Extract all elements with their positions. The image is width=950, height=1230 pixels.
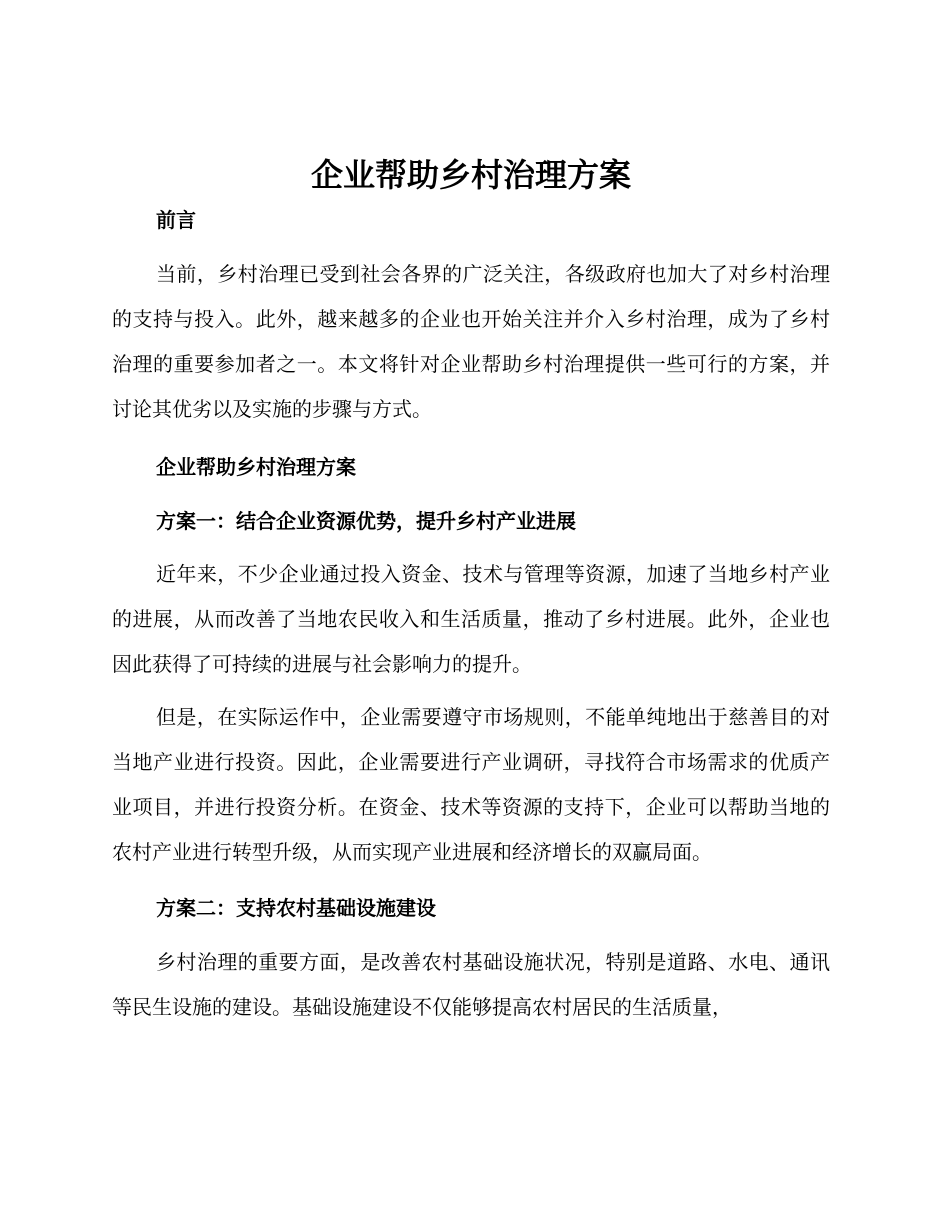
plans-heading: 企业帮助乡村治理方案 bbox=[156, 455, 356, 479]
preface-heading: 前言 bbox=[156, 208, 196, 232]
plan-one-paragraph-1: 近年来，不少企业通过投入资金、技术与管理等资源，加速了当地乡村产业的进展，从而改善了当地农民收入和生活质量，推动了乡村进展。此外，企业也因此获得了可持续的进展与社会影响力的提升。 bbox=[112, 562, 830, 676]
plan-one-paragraph-2: 但是，在实际运作中，企业需要遵守市场规则，不能单纯地出于慈善目的对当地产业进行投资。因此，企业需要进行产业调研，寻找符合市场需求的优质产业项目，并进行投资分析。在资金、技术等资源的支持下，企业可以帮助当地的农村产业进行转型升级，从而实现产业进展和经济增长的双赢局面。 bbox=[112, 705, 830, 864]
plan-two-paragraph-1: 乡村治理的重要方面，是改善农村基础设施状况，特别是道路、水电、通讯等民生设施的建设。基础设施建设不仅能够提高农村居民的生活质量， bbox=[112, 950, 830, 1019]
document-title: 企业帮助乡村治理方案 bbox=[310, 156, 631, 194]
plan-two-heading: 方案二：支持农村基础设施建设 bbox=[156, 896, 436, 920]
preface-paragraph: 当前，乡村治理已受到社会各界的广泛关注，各级政府也加大了对乡村治理的支持与投入。此外，越来越多的企业也开始关注并介入乡村治理，成为了乡村治理的重要参加者之一。本文将针对企业帮助乡村治理提供一些可行的方案，并讨论其优劣以及实施的步骤与方式。 bbox=[112, 262, 830, 421]
plan-one-heading: 方案一：结合企业资源优势，提升乡村产业进展 bbox=[156, 509, 576, 533]
